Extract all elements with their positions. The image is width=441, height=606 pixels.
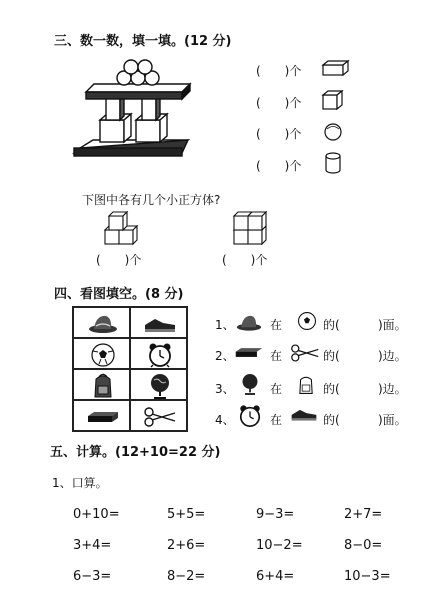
math-problem[interactable]: 6−3= (73, 569, 112, 584)
q4-row-3 (215, 380, 235, 397)
scissors-icon (143, 407, 177, 427)
word-de: 的( (323, 413, 340, 427)
word-zai: 在 (270, 413, 283, 427)
globe-icon (148, 372, 172, 400)
backpack-icon (90, 373, 116, 399)
cube-answer-left[interactable]: ( )个 (96, 253, 142, 267)
grid-cell (73, 400, 130, 431)
math-problem[interactable]: 8−2= (167, 569, 206, 584)
word-zai: 在 (270, 349, 283, 363)
book-icon (234, 346, 264, 359)
answer-blank[interactable]: ( )个 (256, 96, 302, 110)
grid-cell (130, 400, 187, 431)
cylinder-icon (325, 152, 341, 174)
block-structure-figure (70, 58, 200, 168)
question-number: 3、 (215, 382, 235, 396)
math-problem[interactable]: 10−2= (256, 538, 303, 553)
cube-figure-right (233, 206, 273, 246)
picture-grid (72, 306, 188, 432)
math-problem[interactable]: 6+4= (256, 569, 295, 584)
cube-figure-left (104, 212, 144, 246)
grid-cell (130, 307, 187, 338)
math-problem[interactable]: 2+7= (344, 507, 383, 522)
backpack-icon (296, 374, 316, 396)
math-problem[interactable]: 8−0= (344, 538, 383, 553)
grid-cell (73, 369, 130, 400)
word-zai: 在 (270, 382, 283, 396)
sphere-icon (323, 122, 343, 142)
count-row-cylinder[interactable] (256, 157, 301, 174)
cuboid-icon (322, 60, 350, 76)
section3-title: 三、数一数，填一填。(12 分) (54, 34, 232, 49)
count-row-cube[interactable] (256, 94, 301, 111)
alarm-clock-icon (147, 342, 173, 368)
math-problem[interactable]: 9−3= (256, 507, 295, 522)
answer-blank[interactable]: )面。 (378, 413, 407, 427)
answer-blank[interactable]: ( )个 (256, 159, 302, 173)
cube-icon (322, 90, 344, 110)
count-row-sphere[interactable] (256, 125, 301, 142)
section5-subtitle: 1、口算。 (52, 476, 108, 490)
hat-icon (88, 312, 118, 334)
alarm-clock-icon (238, 404, 262, 428)
answer-blank[interactable]: ( )个 (256, 64, 302, 78)
globe-icon (240, 372, 260, 396)
answer-blank[interactable]: ( )个 (256, 127, 302, 141)
word-de: 的( (323, 382, 340, 396)
hat-icon (236, 312, 262, 332)
question-number: 1、 (215, 318, 235, 332)
answer-blank[interactable]: )面。 (378, 318, 407, 332)
cube-answer-right[interactable]: ( )个 (222, 253, 268, 267)
shoe-icon (290, 406, 318, 422)
word-zai: 在 (270, 318, 283, 332)
scissors-icon (290, 344, 320, 362)
word-de: 的( (323, 318, 340, 332)
math-problem[interactable]: 10−3= (344, 569, 391, 584)
shoe-icon (143, 315, 177, 333)
math-problem[interactable]: 5+5= (167, 507, 206, 522)
grid-cell (130, 369, 187, 400)
word-de: 的( (323, 349, 340, 363)
book-icon (86, 410, 120, 424)
q4-row-2 (215, 347, 235, 364)
ball-icon (297, 311, 317, 331)
section4-title: 四、看图填空。(8 分) (54, 287, 184, 302)
answer-blank[interactable]: )边。 (378, 349, 407, 363)
q4-row-4 (215, 411, 235, 428)
math-problem[interactable]: 2+6= (167, 538, 206, 553)
section5-title: 五、计算。(12+10=22 分) (50, 445, 221, 460)
question-number: 4、 (215, 413, 235, 427)
section3-subtitle: 下图中各有几个小正方体? (82, 193, 221, 207)
math-problem[interactable]: 0+10= (73, 507, 120, 522)
grid-cell (73, 307, 130, 338)
question-number: 2、 (215, 349, 235, 363)
math-problem[interactable]: 3+4= (73, 538, 112, 553)
count-row-cuboid[interactable] (256, 62, 301, 79)
grid-cell (130, 338, 187, 369)
grid-cell (73, 338, 130, 369)
answer-blank[interactable]: )边。 (378, 382, 407, 396)
ball-icon (90, 342, 116, 368)
q4-row-1 (215, 316, 235, 333)
